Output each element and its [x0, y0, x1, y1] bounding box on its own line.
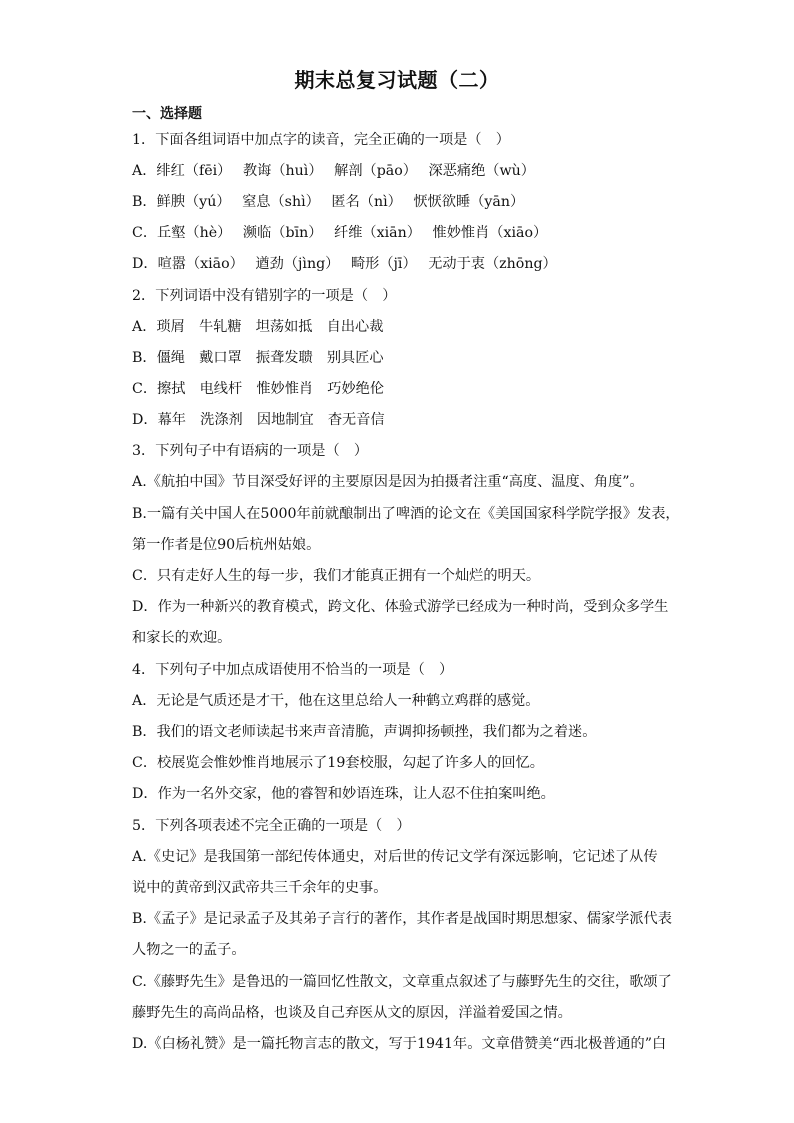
q2-option-d: D．幕年 洗涤剂 因地制宜 杳无音信	[132, 412, 385, 428]
q4-option-d: D．作为一名外交家，他的睿智和妙语连珠，让人忍不住拍案叫绝。	[132, 786, 555, 802]
q3-option-a: A.《航拍中国》节目深受好评的主要原因是因为拍摄者注重“高度、温度、角度”。	[132, 474, 644, 490]
q2-option-a: A．琐屑 牛轧糖 坦荡如抵 自出心裁	[132, 319, 384, 335]
q3-option-c: C．只有走好人生的每一步，我们才能真正拥有一个灿烂的明天。	[132, 568, 541, 584]
q5-option-a-cont: 说中的黄帝到汉武帝共三千余年的史事。	[132, 880, 388, 896]
q5-option-b-cont: 人物之一的孟子。	[132, 942, 246, 958]
question-1: 1．下面各组词语中加点字的读音，完全正确的一项是（ ）	[132, 132, 510, 148]
q1-option-b: B．鲜腴（yú） 窒息（shì） 匿名（nì） 恹恹欲睡（yān）	[132, 194, 525, 210]
q3-option-b: B.一篇有关中国人在5000年前就酿制出了啤酒的论文在《美国国家科学院学报》发表，	[132, 506, 680, 522]
q4-option-a: A．无论是气质还是才干，他在这里总给人一种鹤立鸡群的感觉。	[132, 693, 540, 709]
section-heading: 一、选择题	[132, 106, 202, 122]
q5-option-b: B.《孟子》是记录孟子及其弟子言行的著作，其作者是战国时期思想家、儒家学派代表	[132, 911, 672, 927]
q5-option-c-cont: 藤野先生的高尚品格，也谈及自己弃医从文的原因，洋溢着爱国之情。	[132, 1005, 572, 1021]
q5-option-c: C.《藤野先生》是鲁迅的一篇回忆性散文，文章重点叙述了与藤野先生的交往，歌颂了	[132, 974, 672, 990]
question-2: 2．下列词语中没有错别字的一项是（ ）	[132, 288, 397, 304]
question-3: 3．下列句子中有语病的一项是（ ）	[132, 443, 369, 459]
q1-option-d: D．喧嚣（xiāo） 遒劲（jìng） 畸形（jī） 无动于衷（zhōng）	[132, 256, 557, 272]
q2-option-c: C．擦拭 电线杆 惟妙惟肖 巧妙绝伦	[132, 381, 385, 397]
q3-option-d: D．作为一种新兴的教育模式，跨文化、体验式游学已经成为一种时尚，受到众多学生	[132, 599, 669, 615]
page-title: 期末总复习试题（二）	[294, 68, 500, 92]
q4-option-b: B．我们的语文老师读起书来声音清脆，声调抑扬顿挫，我们都为之着迷。	[132, 724, 597, 740]
q3-option-d-cont: 和家长的欢迎。	[132, 630, 232, 646]
q3-option-b-cont: 第一作者是位90后杭州姑娘。	[132, 537, 321, 553]
q5-option-a: A.《史记》是我国第一部纪传体通史，对后世的传记文学有深远影响，它记述了从传	[132, 849, 658, 865]
q2-option-b: B．僵绳 戴口罩 振聋发聩 别具匠心	[132, 350, 384, 366]
q1-option-a: A．绯红（fēi） 教诲（huì） 解剖（pāo） 深恶痛绝（wù）	[132, 163, 535, 179]
question-4: 4．下列句子中加点成语使用不恰当的一项是（ ）	[132, 662, 454, 678]
question-5: 5．下列各项表述不完全正确的一项是（ ）	[132, 818, 411, 834]
q5-option-d: D.《白杨礼赞》是一篇托物言志的散文，写于1941年。文章借赞美“西北极普通的”白	[132, 1036, 667, 1052]
q1-option-c: C．丘壑（hè） 濒临（bīn） 纤维（xiān） 惟妙惟肖（xiāo）	[132, 225, 548, 241]
q4-option-c: C．校展览会惟妙惟肖地展示了19套校服，勾起了许多人的回忆。	[132, 755, 544, 771]
